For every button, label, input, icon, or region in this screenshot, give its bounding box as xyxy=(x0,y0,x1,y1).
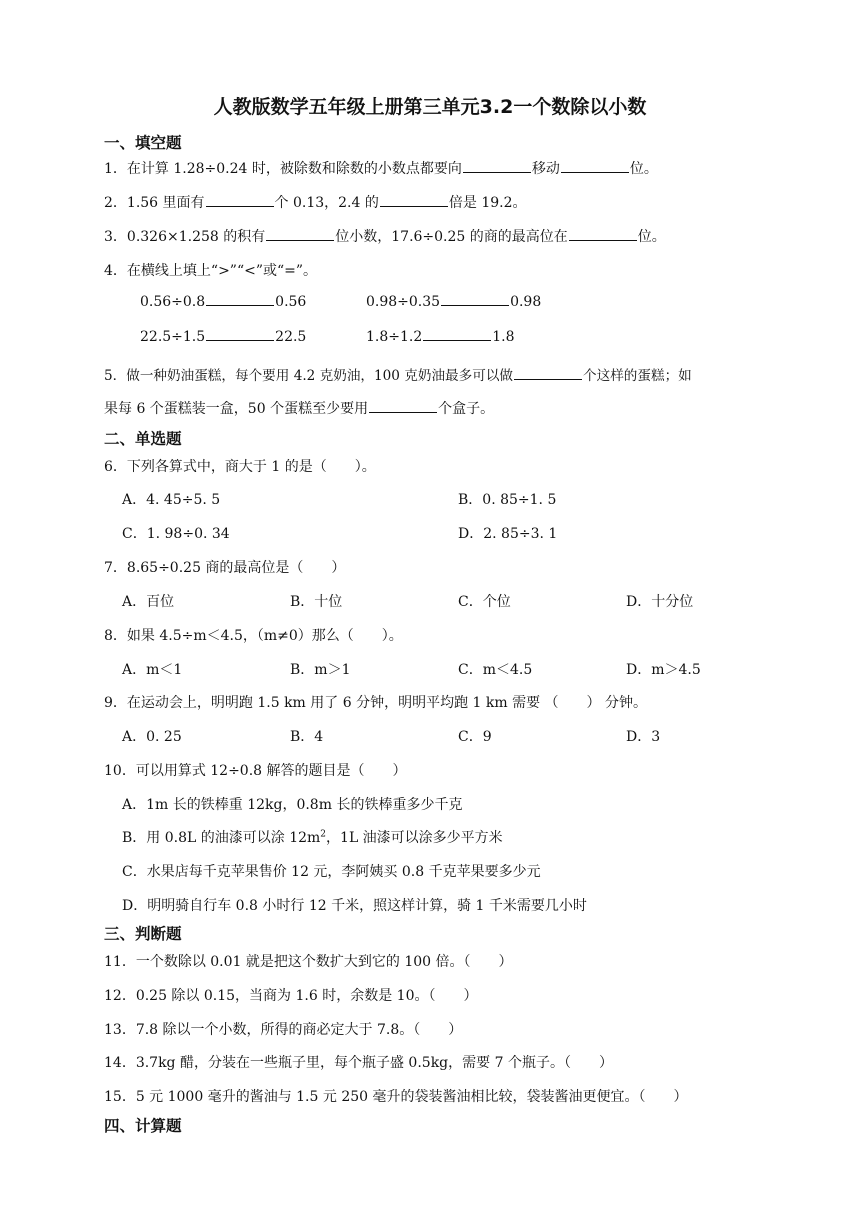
option-b[interactable] xyxy=(122,827,503,847)
question-10: 10．可以用算式 12÷0.8 解答的题目是（ ） xyxy=(104,763,407,779)
answer-blank[interactable] xyxy=(463,171,531,173)
option-d[interactable]: D．明明骑自行车 0.8 小时行 12 千米，照这样计算，骑 1 千米需要几小时 xyxy=(122,898,587,914)
option-b-text-a: B．用 0.8L 的油漆可以涂 12m xyxy=(122,830,321,846)
answer-blank[interactable] xyxy=(206,339,274,341)
option-b[interactable]: B．4 xyxy=(290,729,324,745)
question-13: 13．7.8 除以一个小数，所得的商必定大于 7.8。（ ） xyxy=(104,1022,463,1038)
answer-blank[interactable] xyxy=(514,378,582,380)
question-2-text-c: 倍是 19.2。 xyxy=(448,195,527,211)
superscript: 2 xyxy=(320,829,327,840)
page-title: 人教版数学五年级上册第三单元3.2一个数除以小数 xyxy=(213,96,647,118)
question-8: 8．如果 4.5÷m＜4.5，（m≠0）那么（ ）。 xyxy=(104,628,403,644)
question-3-text-c: 位。 xyxy=(637,229,666,245)
compare-left: 0.56÷0.8 xyxy=(140,294,206,310)
compare-right: 0.56 xyxy=(275,294,307,310)
question-11: 11．一个数除以 0.01 就是把这个数扩大到它的 100 倍。（ ） xyxy=(104,954,513,970)
answer-blank[interactable] xyxy=(423,339,491,341)
question-5-line-2 xyxy=(104,398,494,418)
question-3-text-b: 位小数，17.6÷0.25 的商的最高位在 xyxy=(335,229,568,245)
question-4: 4．在横线上填上“>”“<”或“=”。 xyxy=(104,263,318,279)
option-a[interactable]: A．m＜1 xyxy=(122,662,183,678)
section-heading-calc: 四、计算题 xyxy=(104,1117,182,1135)
option-d[interactable]: D．3 xyxy=(626,729,661,745)
question-2-text-a: 2．1.56 里面有 xyxy=(104,195,205,211)
section-heading-fill: 一、填空题 xyxy=(104,134,182,152)
question-6: 6．下列各算式中，商大于 1 的是（ ）。 xyxy=(104,459,376,475)
question-5-text-c: 果每 6 个蛋糕装一盒，50 个蛋糕至少要用 xyxy=(104,401,369,417)
option-a[interactable]: A．百位 xyxy=(122,594,175,610)
option-a[interactable]: A．4. 45÷5. 5 xyxy=(122,492,221,508)
answer-blank[interactable] xyxy=(206,205,274,207)
section-heading-judge: 三、判断题 xyxy=(104,925,182,943)
option-b[interactable]: B．0. 85÷1. 5 xyxy=(458,492,557,508)
compare-item xyxy=(140,294,306,310)
compare-left: 0.98÷0.35 xyxy=(366,294,441,310)
question-2-text-b: 个 0.13，2.4 的 xyxy=(274,195,379,211)
compare-left: 22.5÷1.5 xyxy=(140,329,206,345)
question-5-text-a: 5．做一种奶油蛋糕，每个要用 4.2 克奶油，100 克奶油最多可以做 xyxy=(104,368,514,384)
option-c[interactable]: C．1. 98÷0. 34 xyxy=(122,526,230,542)
answer-blank[interactable] xyxy=(561,171,629,173)
option-c[interactable]: C．个位 xyxy=(458,594,511,610)
question-1-text-a: 1．在计算 1.28÷0.24 时，被除数和除数的小数点都要向 xyxy=(104,161,462,177)
compare-item xyxy=(366,329,515,345)
option-b[interactable]: B．m＞1 xyxy=(290,662,351,678)
option-b[interactable]: B．十位 xyxy=(290,594,343,610)
answer-blank[interactable] xyxy=(369,411,437,413)
compare-right: 0.98 xyxy=(510,294,542,310)
question-7: 7．8.65÷0.25 商的最高位是（ ） xyxy=(104,560,346,576)
question-2 xyxy=(104,192,527,212)
compare-item xyxy=(366,294,541,310)
question-12: 12．0.25 除以 0.15，当商为 1.6 时，余数是 10。（ ） xyxy=(104,988,478,1004)
answer-blank[interactable] xyxy=(569,239,637,241)
compare-left: 1.8÷1.2 xyxy=(366,329,423,345)
answer-blank[interactable] xyxy=(266,239,334,241)
answer-blank[interactable] xyxy=(206,304,274,306)
answer-blank[interactable] xyxy=(441,304,509,306)
question-9: 9．在运动会上，明明跑 1.5 km 用了 6 分钟，明明平均跑 1 km 需要 （ ） 分钟。 xyxy=(104,695,648,711)
option-c[interactable]: C．9 xyxy=(458,729,492,745)
option-d[interactable]: D．2. 85÷3. 1 xyxy=(458,526,558,542)
option-b-text-b: ，1L 油漆可以涂多少平方米 xyxy=(326,830,503,846)
option-a[interactable]: A．1m 长的铁棒重 12kg，0.8m 长的铁棒重多少千克 xyxy=(122,797,463,813)
question-3-text-a: 3．0.326×1.258 的积有 xyxy=(104,229,266,245)
section-heading-choice: 二、单选题 xyxy=(104,430,182,448)
question-14: 14．3.7kg 醋，分装在一些瓶子里，每个瓶子盛 0.5kg，需要 7 个瓶子。（ ） xyxy=(104,1055,613,1071)
option-c[interactable]: C．m＜4.5 xyxy=(458,662,533,678)
option-d[interactable]: D．十分位 xyxy=(626,594,694,610)
answer-blank[interactable] xyxy=(380,205,448,207)
question-5-text-b: 个这样的蛋糕；如 xyxy=(583,368,692,384)
question-1-text-c: 位。 xyxy=(629,161,658,177)
option-d[interactable]: D．m＞4.5 xyxy=(626,662,701,678)
question-5-text-d: 个盒子。 xyxy=(438,401,495,417)
compare-item xyxy=(140,329,306,345)
question-1-text-b: 移动 xyxy=(531,161,560,177)
question-1 xyxy=(104,158,658,178)
option-c[interactable]: C．水果店每千克苹果售价 12 元，李阿姨买 0.8 千克苹果要多少元 xyxy=(122,864,541,880)
question-3 xyxy=(104,226,666,246)
question-15: 15．5 元 1000 毫升的酱油与 1.5 元 250 毫升的袋装酱油相比较，袋装酱油更便宜。（ ） xyxy=(104,1089,688,1105)
compare-right: 1.8 xyxy=(492,329,515,345)
question-5-line-1 xyxy=(104,364,692,384)
option-a[interactable]: A．0. 25 xyxy=(122,729,182,745)
compare-right: 22.5 xyxy=(275,329,307,345)
